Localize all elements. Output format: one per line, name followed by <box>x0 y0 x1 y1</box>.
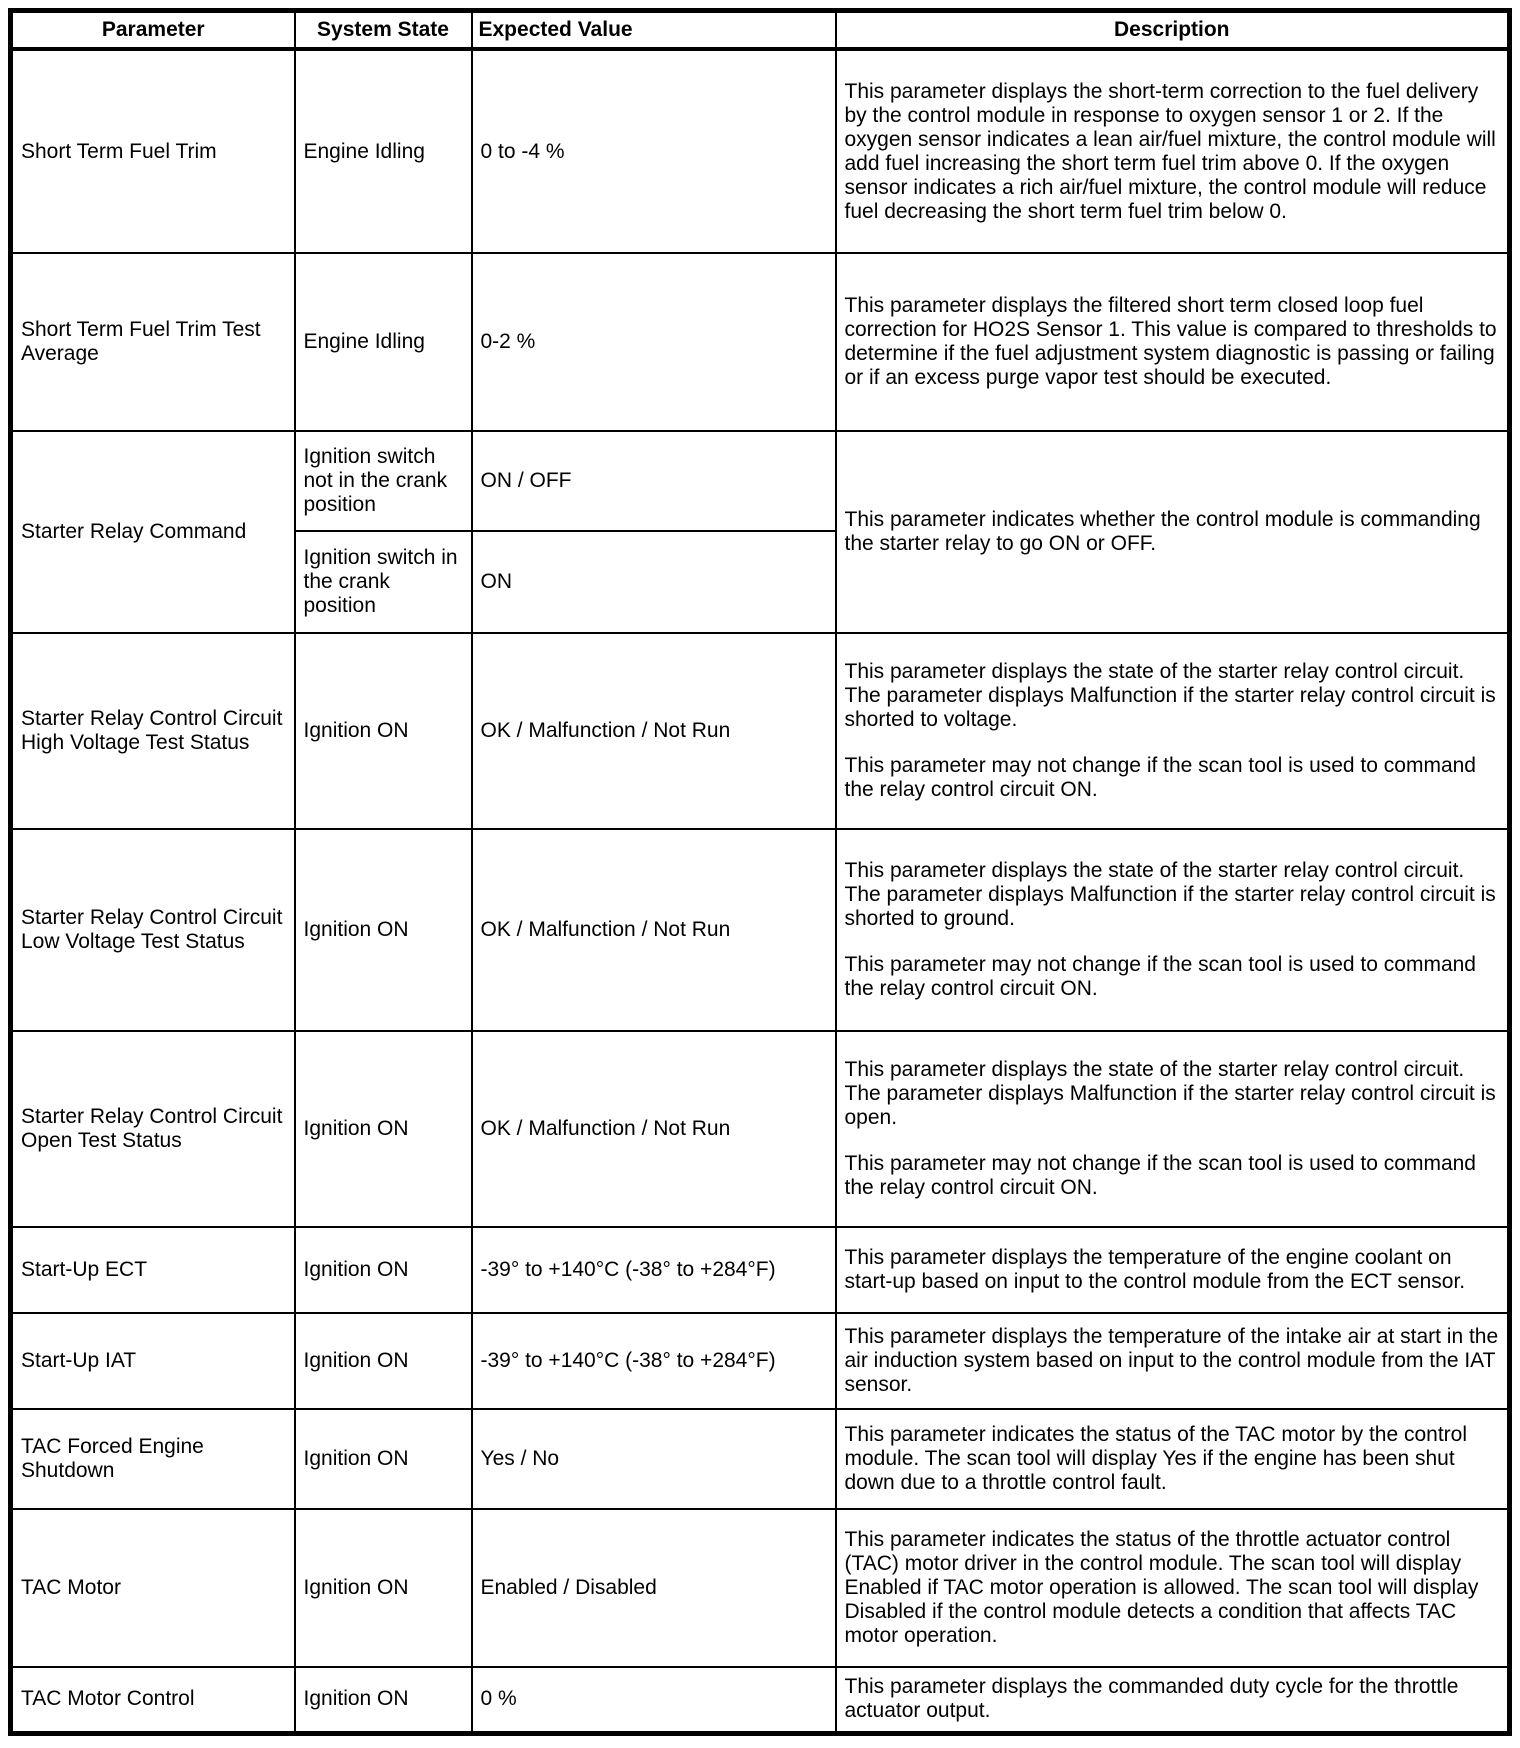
description-paragraph: This parameter displays the short-term correction to the fuel delivery by the control module in response to oxygen sensor 1 or 2. If the oxygen sensor indicates a lean air/fuel mixture, the control module will add fuel increasing the short term fuel trim above 0. If the oxygen sensor indicates a rich air/fuel mixture, the control module will reduce fuel decreasing the short term fuel trim below 0. <box>844 79 1496 223</box>
table-row <box>11 1313 1510 1409</box>
parameter-cell: Short Term Fuel Trim <box>11 49 295 253</box>
description-cell <box>836 633 1510 829</box>
description-cell <box>836 1667 1510 1733</box>
description-paragraph: This parameter may not change if the scan tool is used to command the relay control circuit ON. <box>844 953 1476 1000</box>
description-paragraph: This parameter displays the temperature of the engine coolant on start-up based on input to the control module from the ECT sensor. <box>844 1246 1466 1293</box>
system-state-cell: Ignition switch not in the crank position <box>295 431 472 531</box>
system-state-cell: Ignition switch in the crank position <box>295 531 472 633</box>
table-row <box>11 1667 1510 1733</box>
expected-value-cell: Enabled / Disabled <box>472 1509 836 1667</box>
description-cell <box>836 1509 1510 1667</box>
parameter-cell: Starter Relay Control Circuit High Voltage Test Status <box>11 633 295 829</box>
description-paragraph: This parameter displays the filtered short term closed loop fuel correction for HO2S Sensor 1. This value is compared to thresholds to determine if the fuel adjustment system diagnostic is passing or failing or if an excess purge vapor test should be executed. <box>844 294 1497 389</box>
system-state-cell: Ignition ON <box>295 1509 472 1667</box>
description-cell <box>836 431 1510 633</box>
description-paragraph: This parameter displays the temperature of the intake air at start in the air induction system based on input to the control module from the IAT sensor. <box>844 1325 1499 1396</box>
system-state-cell: Ignition ON <box>295 1409 472 1509</box>
scan-tool-parameters-table <box>8 8 1512 1736</box>
system-state-cell: Ignition ON <box>295 829 472 1031</box>
parameter-cell: Starter Relay Control Circuit Open Test Status <box>11 1031 295 1227</box>
description-cell <box>836 1313 1510 1409</box>
expected-value-cell: -39° to +140°C (-38° to +284°F) <box>472 1313 836 1409</box>
table-row <box>11 829 1510 1031</box>
description-cell <box>836 253 1510 431</box>
system-state-cell: Ignition ON <box>295 1313 472 1409</box>
expected-value-cell: -39° to +140°C (-38° to +284°F) <box>472 1227 836 1313</box>
header-row <box>11 11 1510 50</box>
system-state-cell: Engine Idling <box>295 253 472 431</box>
system-state-cell: Engine Idling <box>295 49 472 253</box>
table-row <box>11 253 1510 431</box>
expected-value-cell: 0-2 % <box>472 253 836 431</box>
description-cell <box>836 1227 1510 1313</box>
description-paragraph: This parameter may not change if the scan tool is used to command the relay control circuit ON. <box>844 754 1476 801</box>
parameter-cell: Start-Up IAT <box>11 1313 295 1409</box>
expected-value-cell: 0 % <box>472 1667 836 1733</box>
system-state-cell: Ignition ON <box>295 1031 472 1227</box>
system-state-cell: Ignition ON <box>295 1667 472 1733</box>
column-header-system-state: System State <box>295 11 472 50</box>
description-cell <box>836 829 1510 1031</box>
description-paragraph: This parameter indicates the status of the TAC motor by the control module. The scan tool will display Yes if the engine has been shut down due to a throttle control fault. <box>844 1423 1468 1494</box>
system-state-cell: Ignition ON <box>295 633 472 829</box>
description-cell <box>836 49 1510 253</box>
table-row <box>11 633 1510 829</box>
column-header-parameter: Parameter <box>11 11 295 50</box>
expected-value-cell: OK / Malfunction / Not Run <box>472 829 836 1031</box>
description-paragraph: This parameter may not change if the scan tool is used to command the relay control circuit ON. <box>844 1152 1476 1199</box>
parameter-cell: Starter Relay Control Circuit Low Voltage Test Status <box>11 829 295 1031</box>
parameter-cell: TAC Forced Engine Shutdown <box>11 1409 295 1509</box>
column-header-expected-value: Expected Value <box>472 11 836 50</box>
description-cell <box>836 1031 1510 1227</box>
table-row <box>11 431 1510 531</box>
table-row <box>11 1509 1510 1667</box>
parameter-cell: Start-Up ECT <box>11 1227 295 1313</box>
description-cell <box>836 1409 1510 1509</box>
expected-value-cell: OK / Malfunction / Not Run <box>472 1031 836 1227</box>
description-paragraph: This parameter indicates whether the control module is commanding the starter relay to go ON or OFF. <box>844 508 1481 555</box>
description-paragraph: This parameter displays the state of the starter relay control circuit. The parameter displays Malfunction if the starter relay control circuit is shorted to voltage. <box>844 660 1496 731</box>
table-row <box>11 49 1510 253</box>
table-row <box>11 1031 1510 1227</box>
expected-value-cell: OK / Malfunction / Not Run <box>472 633 836 829</box>
parameter-cell: Short Term Fuel Trim Test Average <box>11 253 295 431</box>
parameter-cell: TAC Motor Control <box>11 1667 295 1733</box>
expected-value-cell: Yes / No <box>472 1409 836 1509</box>
description-paragraph: This parameter displays the commanded duty cycle for the throttle actuator output. <box>844 1675 1459 1723</box>
expected-value-cell: ON <box>472 531 836 633</box>
expected-value-cell: 0 to -4 % <box>472 49 836 253</box>
expected-value-cell: ON / OFF <box>472 431 836 531</box>
description-paragraph: This parameter displays the state of the starter relay control circuit. The parameter displays Malfunction if the starter relay control circuit is open. <box>844 1058 1496 1129</box>
column-header-description: Description <box>836 11 1510 50</box>
description-paragraph: This parameter displays the state of the starter relay control circuit. The parameter displays Malfunction if the starter relay control circuit is shorted to ground. <box>844 859 1496 930</box>
parameter-cell: Starter Relay Command <box>11 431 295 633</box>
table-row <box>11 1227 1510 1313</box>
parameter-cell: TAC Motor <box>11 1509 295 1667</box>
description-paragraph: This parameter indicates the status of the throttle actuator control (TAC) motor driver in the control module. The scan tool will display Enabled if TAC motor operation is allowed. The scan tool will display Disabled if the control module detects a condition that affects TAC motor operation. <box>844 1528 1479 1647</box>
table-row <box>11 1409 1510 1509</box>
system-state-cell: Ignition ON <box>295 1227 472 1313</box>
